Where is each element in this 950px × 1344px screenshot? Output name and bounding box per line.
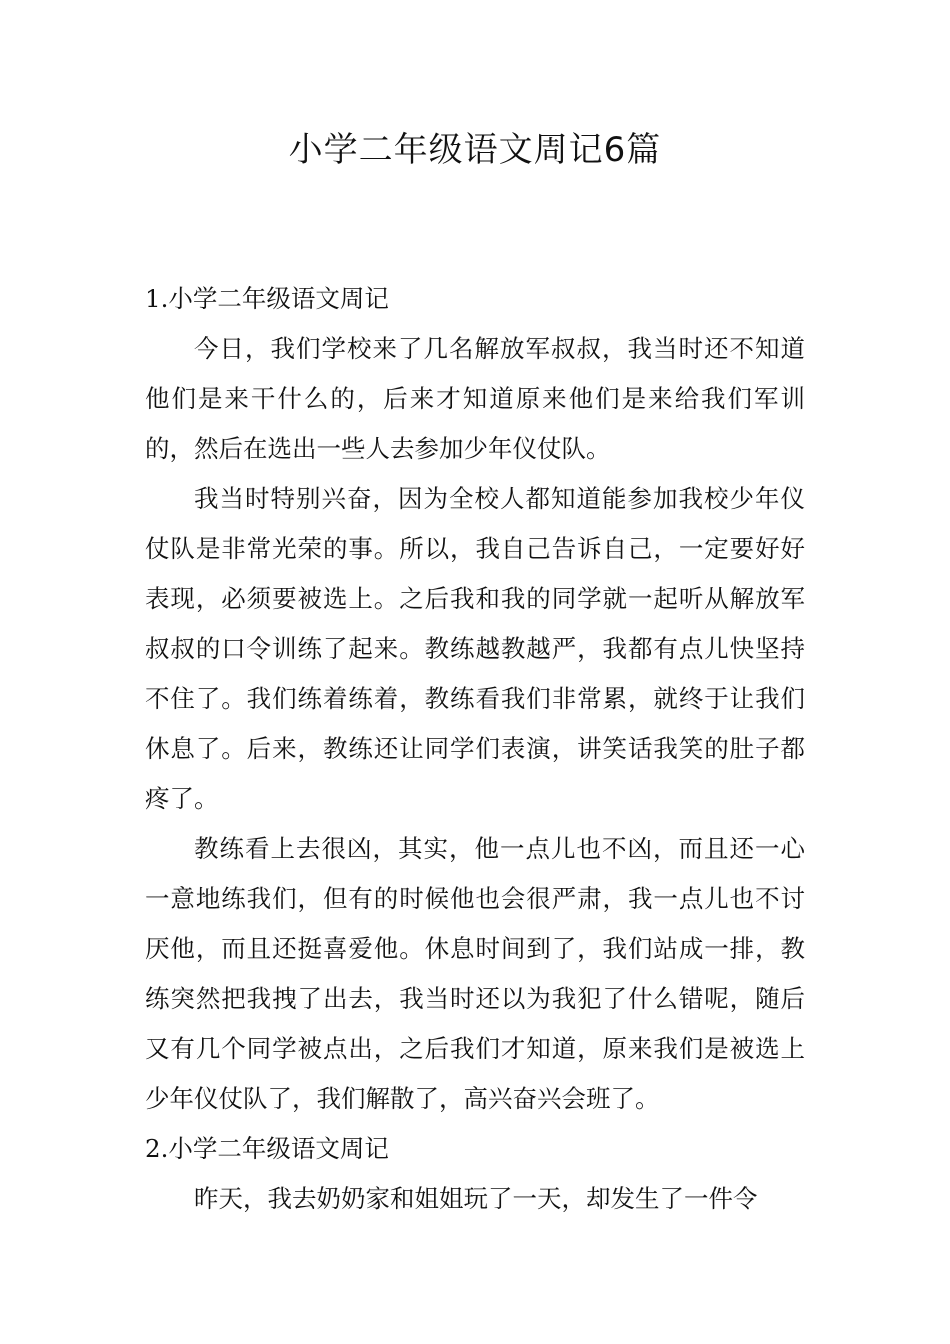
section-heading: 1.小学二年级语文周记 xyxy=(145,284,389,313)
body-paragraph: 昨天，我去奶奶家和姐姐玩了一天，却发生了一件令 xyxy=(194,1184,758,1213)
body-paragraph: 我当时特别兴奋，因为全校人都知道能参加我校少年仪仗队是非常光荣的事。所以，我自己告诉自己，一定要好好表现，必须要被选上。之后我和我的同学就一起听从解放军叔叔的口令训练了起来。教练越教越严，我都有点儿快坚持不住了。我们练着练着，教练看我们非常累，就终于让我们休息了。后来，教练还让同学们表演，讲笑话我笑的肚子都疼了。 xyxy=(145,484,805,813)
document-title: 小学二年级语文周记6篇 xyxy=(288,130,662,170)
body-paragraph: 教练看上去很凶，其实，他一点儿也不凶，而且还一心一意地练我们，但有的时候他也会很严肃，我一点儿也不讨厌他，而且还挺喜爱他。休息时间到了，我们站成一排，教练突然把我拽了出去，我当时还以为我犯了什么错呢，随后又有几个同学被点出，之后我们才知道，原来我们是被选上少年仪仗队了，我们解散了，高兴奋兴会班了。 xyxy=(145,834,805,1113)
body-paragraph: 今日，我们学校来了几名解放军叔叔，我当时还不知道他们是来干什么的，后来才知道原来他们是来给我们军训的，然后在选出一些人去参加少年仪仗队。 xyxy=(145,334,805,463)
document-body xyxy=(145,274,805,1224)
section-heading: 2.小学二年级语文周记 xyxy=(145,1134,389,1163)
